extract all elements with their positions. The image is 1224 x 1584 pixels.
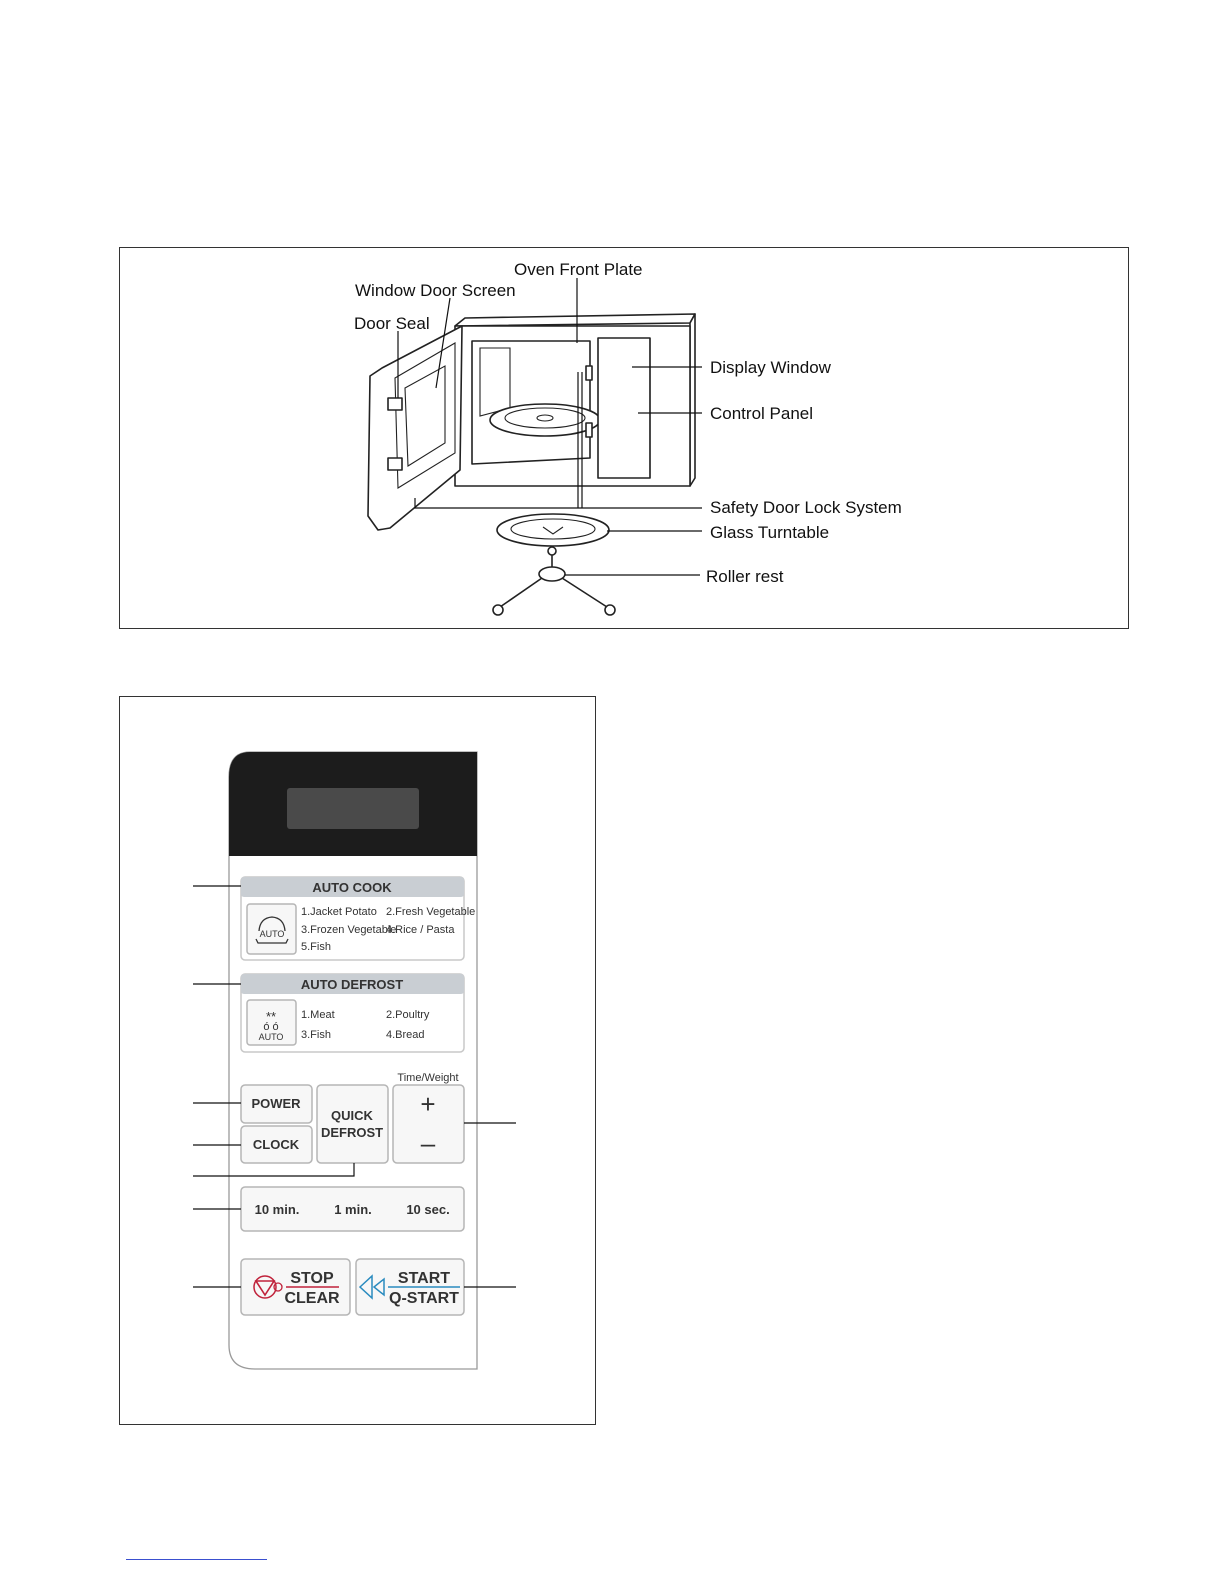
auto-defrost-item-4: 4.Bread xyxy=(386,1029,425,1041)
auto-defrost-title: AUTO DEFROST xyxy=(300,977,404,992)
quick-defrost-button[interactable] xyxy=(317,1085,388,1163)
one-min-button[interactable]: 1 min. xyxy=(334,1202,372,1217)
label-door-seal: Door Seal xyxy=(354,314,430,333)
display-screen xyxy=(287,788,419,829)
quick-defrost-line2: DEFROST xyxy=(320,1125,384,1140)
stop-clear-button[interactable] xyxy=(241,1259,350,1315)
footer-link-rule xyxy=(126,1559,267,1560)
power-label: POWER xyxy=(251,1096,301,1111)
auto-cook-item-4: 4.Rice / Pasta xyxy=(386,924,455,936)
time-weight-label: Time/Weight xyxy=(397,1072,459,1084)
stop-label: STOP xyxy=(290,1270,334,1287)
glass-turntable-drawing xyxy=(497,514,609,546)
start-label: START xyxy=(397,1270,451,1287)
auto-cook-section[interactable] xyxy=(241,877,475,960)
time-weight-stepper[interactable] xyxy=(393,1085,464,1163)
auto-defrost-icon-label: AUTO xyxy=(258,1032,284,1042)
auto-cook-title: AUTO COOK xyxy=(312,880,392,895)
ten-sec-button[interactable]: 10 sec. xyxy=(406,1202,450,1217)
control-panel-drawing xyxy=(120,697,595,1424)
clock-button[interactable] xyxy=(241,1126,312,1163)
clear-label: CLEAR xyxy=(284,1290,340,1307)
auto-defrost-item-1: 1.Meat xyxy=(301,1009,335,1021)
auto-cook-item-2: 2.Fresh Vegetable xyxy=(386,906,476,918)
oven-diagram-frame xyxy=(119,247,1129,629)
label-oven-front-plate: Oven Front Plate xyxy=(514,260,643,279)
power-button[interactable] xyxy=(241,1085,312,1123)
label-glass-turntable: Glass Turntable xyxy=(710,523,830,542)
label-safety-door-lock: Safety Door Lock System xyxy=(710,498,902,517)
leader-safety-lock xyxy=(415,498,702,508)
oven-diagram xyxy=(120,248,1128,628)
clock-label: CLOCK xyxy=(252,1137,300,1152)
ten-min-button[interactable]: 10 min. xyxy=(254,1202,300,1217)
snowflake-icon: ** xyxy=(265,1009,277,1024)
auto-defrost-section[interactable] xyxy=(241,974,464,1052)
minus-icon[interactable]: – xyxy=(420,1128,436,1158)
qstart-label: Q-START xyxy=(389,1290,459,1307)
auto-cook-item-5: 5.Fish xyxy=(301,941,331,953)
oven-body xyxy=(455,314,695,486)
plus-icon[interactable]: + xyxy=(420,1089,436,1119)
auto-cook-icon-label: AUTO xyxy=(259,929,285,939)
auto-cook-item-3: 3.Frozen Vegetable xyxy=(301,924,397,936)
label-window-door-screen: Window Door Screen xyxy=(355,281,516,300)
quick-defrost-line1: QUICK xyxy=(331,1108,373,1123)
auto-defrost-item-3: 3.Fish xyxy=(301,1029,331,1041)
label-roller-rest: Roller rest xyxy=(706,567,784,586)
start-qstart-button[interactable] xyxy=(356,1259,464,1315)
label-control-panel: Control Panel xyxy=(710,404,814,423)
auto-defrost-item-2: 2.Poultry xyxy=(386,1009,430,1021)
label-display-window: Display Window xyxy=(710,358,831,377)
control-panel-frame xyxy=(119,696,596,1425)
roller-rest-drawing xyxy=(493,547,615,615)
droplet-icon: ó ó xyxy=(263,1021,279,1033)
auto-cook-item-1: 1.Jacket Potato xyxy=(301,906,377,918)
time-buttons-row[interactable] xyxy=(241,1187,464,1231)
